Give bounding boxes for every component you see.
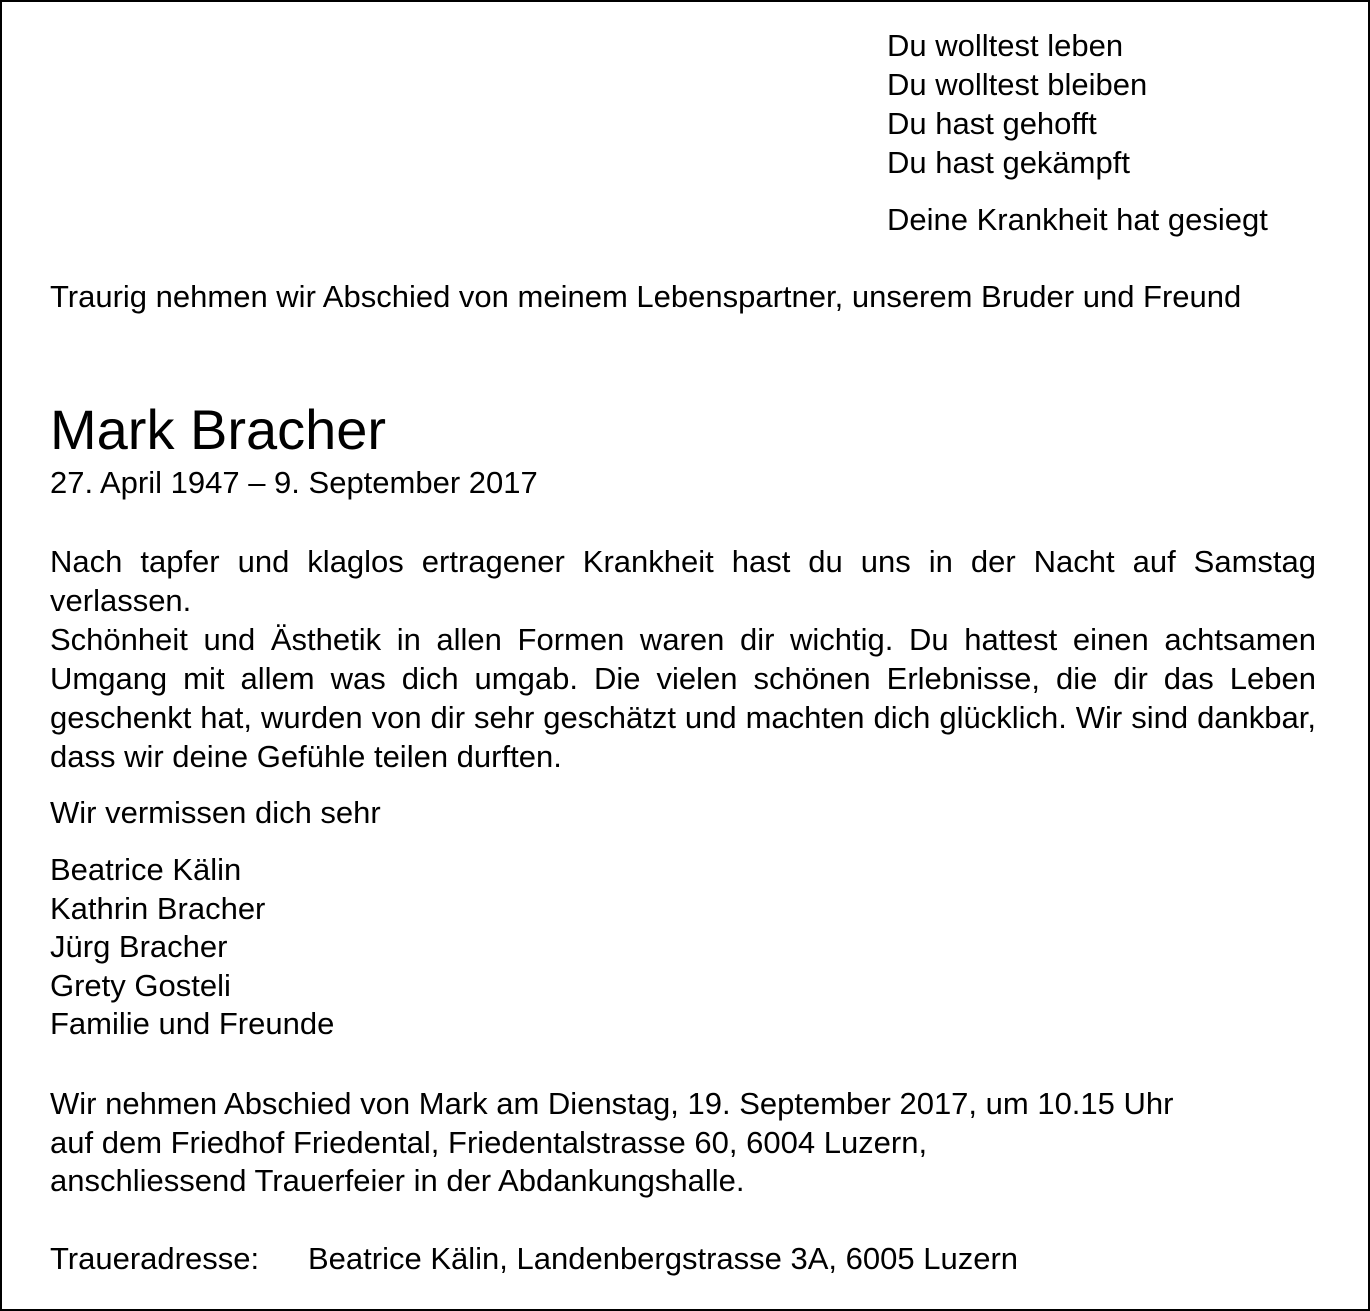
address-value: Beatrice Kälin, Landenbergstrasse 3A, 6005 Luzern [308,1241,1019,1276]
deceased-name: Mark Bracher [50,398,387,461]
poem-closing-line: Deine Krankheit hat gesiegt [887,202,1268,237]
signer-name: Kathrin Bracher [50,890,266,926]
signer-name: Beatrice Kälin [50,852,242,887]
farewell-line: Wir vermissen dich sehr [50,795,381,830]
address-label: Traueradresse: [50,1241,260,1276]
signer-name: Jürg Bracher [50,929,228,965]
signers-list [50,851,334,1044]
signer-name: Familie und Freunde [50,1006,335,1042]
life-dates: 27. April 1947 – 9. September 2017 [50,465,538,500]
poem-line: Du hast gehofft [887,106,1097,141]
ceremony-line: anschliessend Trauerfeier in der Abdankungshalle. [50,1163,745,1198]
poem [887,26,1147,182]
ceremony-line: auf dem Friedhof Friedental, Friedentalstrasse 60, 6004 Luzern, [50,1124,928,1160]
body-paragraph: Nach tapfer und klaglos ertragener Krankheit hast du uns in der Nacht auf Samstag verlassen. [50,544,1316,618]
intro-text: Traurig nehmen wir Abschied von meinem Lebenspartner, unserem Bruder und Freund [50,279,1242,314]
poem-line: Du wolltest leben [887,28,1124,63]
poem-line: Du wolltest bleiben [887,67,1148,102]
ceremony-line: Wir nehmen Abschied von Mark am Dienstag, 19. September 2017, um 10.15 Uhr [50,1086,1174,1121]
ceremony-info [50,1085,1173,1201]
body-paragraph: Schönheit und Ästhetik in allen Formen waren dir wichtig. Du hattest einen achtsamen Umgang mit allem was dich umgab. Die vielen schönen Erlebnisse, die dir das Leben geschenkt hat, wurden von dir sehr geschätzt und machten dich glücklich. Wir sind dankbar, dass wir deine Gefühle teilen durften. [50,622,1316,774]
poem-line: Du hast gekämpft [887,145,1130,180]
signer-name: Grety Gosteli [50,967,231,1003]
